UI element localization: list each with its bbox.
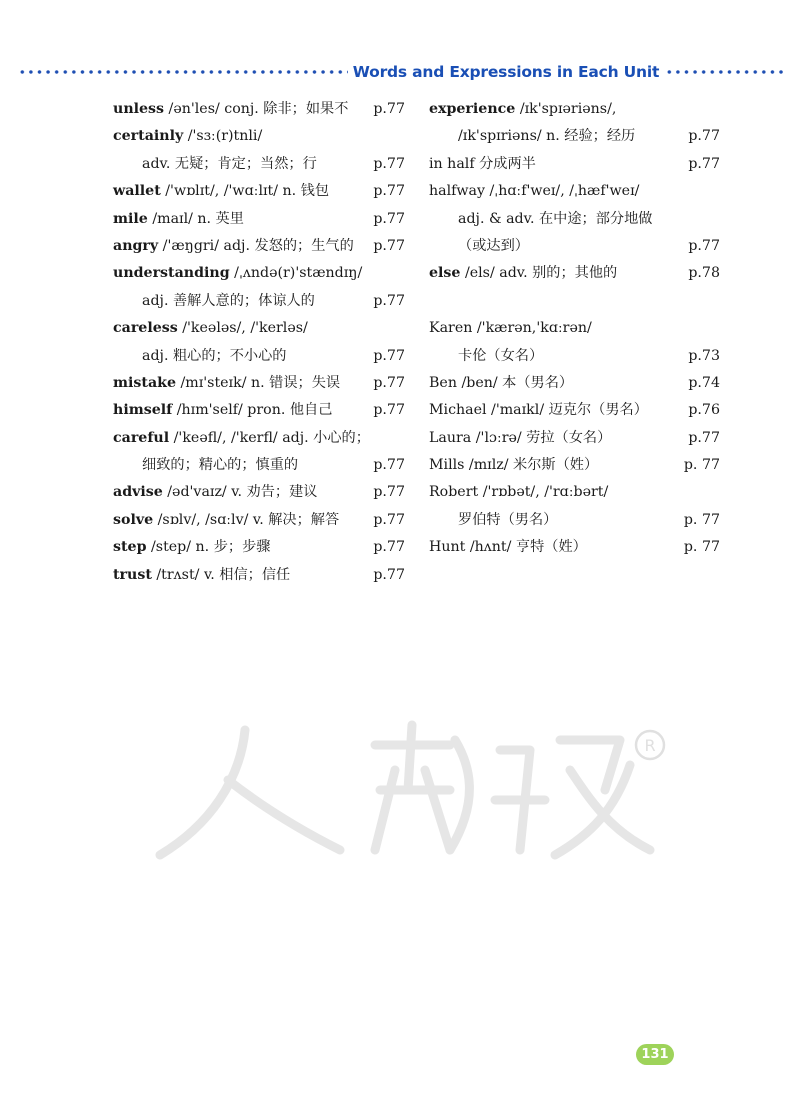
vocab-definition: /ˌʌndə(r)'stændɪŋ/: [229, 265, 363, 282]
vocab-page-ref: p.77: [373, 101, 405, 117]
vocab-headword: solve: [113, 511, 154, 528]
vocab-headword: else: [429, 265, 461, 282]
vocab-page-ref: p.77: [373, 484, 405, 501]
vocab-entry-row: [113, 288, 405, 315]
vocab-entry-row: [429, 479, 720, 506]
vocab-entry-row: [429, 370, 720, 397]
vocab-entry-text: [429, 425, 611, 452]
vocab-page-ref: p.77: [688, 429, 720, 446]
vocab-entry-row: [113, 534, 405, 561]
vocab-page-ref: p.77: [688, 155, 720, 172]
vocab-entry-row: [429, 452, 720, 479]
vocab-entry-row: [429, 425, 720, 452]
vocab-entry-text: [429, 370, 573, 397]
vocab-entry-row: [113, 206, 405, 233]
vocab-entry-text: [113, 206, 244, 233]
vocab-entry-text: [113, 479, 318, 506]
vocab-entry-text: [429, 534, 587, 561]
vocab-definition: 罗伯特（男名）: [458, 511, 558, 528]
vocab-headword: himself: [113, 402, 173, 419]
vocab-headword: experience: [429, 101, 516, 117]
vocab-entry-row: [429, 178, 720, 205]
vocab-definition: Laura /'lɔːrə/ 劳拉（女名）: [429, 429, 612, 446]
vocab-entry-text: [113, 288, 315, 315]
vocab-entry-text: [113, 562, 290, 589]
vocab-entry-text: [113, 260, 362, 287]
vocab-definition: adv. 无疑；肯定；当然；行: [142, 155, 317, 172]
vocab-blank-row: [429, 288, 720, 315]
vocab-page-ref: p.77: [688, 128, 720, 145]
vocab-page-ref: p. 77: [683, 539, 720, 556]
vocab-headword: mile: [113, 210, 148, 227]
vocab-entry-row: [429, 151, 720, 178]
vocab-definition: in half 分成两半: [429, 155, 536, 172]
vocab-definition: Robert /'rɒbət/, /'rɑːbərt/: [429, 484, 609, 501]
vocab-entry-row: [429, 233, 720, 260]
vocab-entry-text: [429, 507, 557, 534]
vocab-column-right: [429, 96, 720, 562]
vocab-entry-row: [429, 96, 720, 123]
vocab-headword: step: [113, 539, 147, 556]
vocab-column-left: [113, 96, 405, 589]
page-header: [0, 60, 800, 84]
vocab-entry-row: [113, 370, 405, 397]
vocab-headword: understanding: [113, 265, 230, 282]
vocab-entry-row: [429, 123, 720, 150]
vocab-definition: /step/ n. 步；步骤: [146, 539, 271, 556]
vocab-entry-row: [113, 397, 405, 424]
vocab-definition: /els/ adv. 别的；其他的: [460, 265, 618, 282]
vocab-entry-row: [429, 206, 720, 233]
vocab-entry-text: [429, 315, 592, 342]
vocab-entry-row: [113, 123, 405, 150]
vocab-entry-text: [113, 452, 298, 479]
vocab-headword: careful: [113, 429, 170, 446]
vocab-page-ref: p.77: [373, 511, 405, 528]
vocab-definition: （或达到）: [458, 237, 529, 254]
vocab-entry-text: [429, 96, 616, 123]
header-dots-left: [18, 70, 348, 74]
vocab-entry-text: [113, 178, 329, 205]
vocab-page-ref: p.77: [373, 155, 405, 172]
vocab-entry-row: [113, 343, 405, 370]
vocab-definition: /trʌst/ v. 相信；信任: [151, 566, 291, 583]
vocab-page-ref: p.77: [373, 457, 405, 474]
vocab-definition: /ən'les/ conj. 除非；如果不: [164, 101, 349, 117]
vocab-page-ref: p. 77: [683, 457, 720, 474]
vocab-entry-row: [429, 315, 720, 342]
vocab-entry-row: [429, 343, 720, 370]
vocab-entry-text: [113, 123, 262, 150]
vocab-entry-row: [113, 479, 405, 506]
vocab-definition: /sɒlv/, /sɑːlv/ v. 解决；解答: [153, 511, 340, 528]
vocab-page-ref: p.77: [373, 539, 405, 556]
vocab-entry-text: [113, 96, 348, 123]
vocab-definition: /əd'vaɪz/ v. 劝告；建议: [162, 484, 318, 501]
vocab-entry-text: [429, 479, 608, 506]
vocab-definition: /'keəfl/, /'kerfl/ adj. 小心的；: [169, 429, 370, 446]
vocab-definition: Karen /'kærən,'kɑːrən/: [429, 320, 592, 337]
vocab-entry-row: [113, 425, 405, 452]
vocab-definition: Michael /'maɪkl/ 迈克尔（男名）: [429, 402, 648, 419]
vocab-definition: /ɪk'spɪəriəns/,: [515, 101, 617, 117]
vocab-definition: /'æŋgri/ adj. 发怒的；生气的: [158, 237, 354, 254]
vocab-page-ref: p.77: [373, 566, 405, 583]
vocab-page-ref: p.77: [688, 237, 720, 254]
vocab-entry-text: [429, 397, 648, 424]
vocab-entry-text: [429, 452, 598, 479]
vocab-entry-text: [113, 425, 370, 452]
vocab-entry-text: [429, 123, 635, 150]
vocab-page-ref: p.77: [373, 292, 405, 309]
vocab-entry-text: [113, 315, 308, 342]
vocab-entry-text: [113, 507, 339, 534]
page-number-badge: 131: [636, 1044, 674, 1065]
vocab-page-ref: p.77: [373, 402, 405, 419]
vocab-headword: wallet: [113, 183, 161, 200]
vocab-headword: angry: [113, 237, 159, 254]
vocab-headword: trust: [113, 566, 152, 583]
vocab-page-ref: p.77: [373, 374, 405, 391]
vocab-entry-text: [429, 206, 653, 233]
vocab-entry-text: [113, 397, 332, 424]
vocab-entry-row: [113, 151, 405, 178]
vocab-definition: Ben /ben/ 本（男名）: [429, 374, 574, 391]
vocab-entry-row: [113, 315, 405, 342]
vocab-entry-row: [113, 260, 405, 287]
vocab-entry-text: [113, 534, 270, 561]
vocab-entry-row: [113, 507, 405, 534]
publisher-watermark-logo: [150, 710, 670, 870]
header-title: Words and Expressions in Each Unit: [352, 63, 660, 81]
header-dots-right: [665, 70, 787, 74]
vocab-entry-text: [113, 370, 340, 397]
vocab-definition: /mɪ'steɪk/ n. 错误；失误: [176, 374, 341, 391]
vocab-definition: halfway /ˌhɑːf'weɪ/, /ˌhæf'weɪ/: [429, 183, 640, 200]
vocab-definition: Mills /mɪlz/ 米尔斯（姓）: [429, 457, 599, 474]
vocab-definition: /maɪl/ n. 英里: [147, 210, 244, 227]
vocab-headword: mistake: [113, 374, 176, 391]
vocab-entry-row: [113, 562, 405, 589]
vocab-page-ref: p.77: [373, 210, 405, 227]
vocab-entry-row: [113, 452, 405, 479]
vocab-entry-row: [429, 534, 720, 561]
vocab-page-ref: p.74: [688, 374, 720, 391]
vocab-definition: adj. 粗心的；不小心的: [142, 347, 287, 364]
vocab-definition: /'wɒlɪt/, /'wɑːlɪt/ n. 钱包: [160, 183, 330, 200]
vocab-entry-row: [113, 96, 405, 123]
vocab-headword: advise: [113, 484, 163, 501]
vocab-entry-text: [429, 260, 617, 287]
vocab-page-ref: p.73: [688, 347, 720, 364]
vocab-entry-row: [429, 507, 720, 534]
vocab-entry-row: [429, 260, 720, 287]
vocab-entry-text: [113, 233, 354, 260]
svg-text:R: R: [644, 736, 656, 755]
vocab-page-ref: p.77: [373, 237, 405, 254]
vocab-entry-row: [113, 178, 405, 205]
vocab-entry-text: [429, 178, 639, 205]
vocab-definition: adj. 善解人意的；体谅人的: [142, 292, 315, 309]
vocab-definition: 细致的；精心的；慎重的: [142, 457, 299, 474]
vocab-page-ref: p.77: [373, 183, 405, 200]
vocab-entry-text: [429, 343, 543, 370]
vocab-definition: Hunt /hʌnt/ 亨特（姓）: [429, 539, 587, 556]
vocab-definition: /'keələs/, /'kerləs/: [177, 320, 308, 337]
vocab-definition: adj. & adv. 在中途；部分地做: [458, 210, 653, 227]
vocab-definition: /ɪk'spɪriəns/ n. 经验；经历: [458, 128, 636, 145]
vocab-page-ref: p.76: [688, 402, 720, 419]
vocab-entry-text: [113, 343, 286, 370]
vocab-entry-text: [113, 151, 317, 178]
vocab-definition: /hɪm'self/ pron. 他自己: [172, 402, 333, 419]
vocab-page-ref: p.77: [373, 347, 405, 364]
vocab-headword: certainly: [113, 128, 184, 145]
vocab-entry-row: [429, 397, 720, 424]
vocab-page-ref: p.78: [688, 265, 720, 282]
vocab-page-ref: p. 77: [683, 511, 720, 528]
vocab-definition: 卡伦（女名）: [458, 347, 544, 364]
vocab-entry-row: [113, 233, 405, 260]
vocab-definition: /'sɜː(r)tnli/: [183, 128, 263, 145]
vocab-headword: careless: [113, 320, 178, 337]
vocab-entry-text: [429, 151, 536, 178]
vocab-entry-text: [429, 233, 529, 260]
vocab-headword: unless: [113, 101, 165, 117]
